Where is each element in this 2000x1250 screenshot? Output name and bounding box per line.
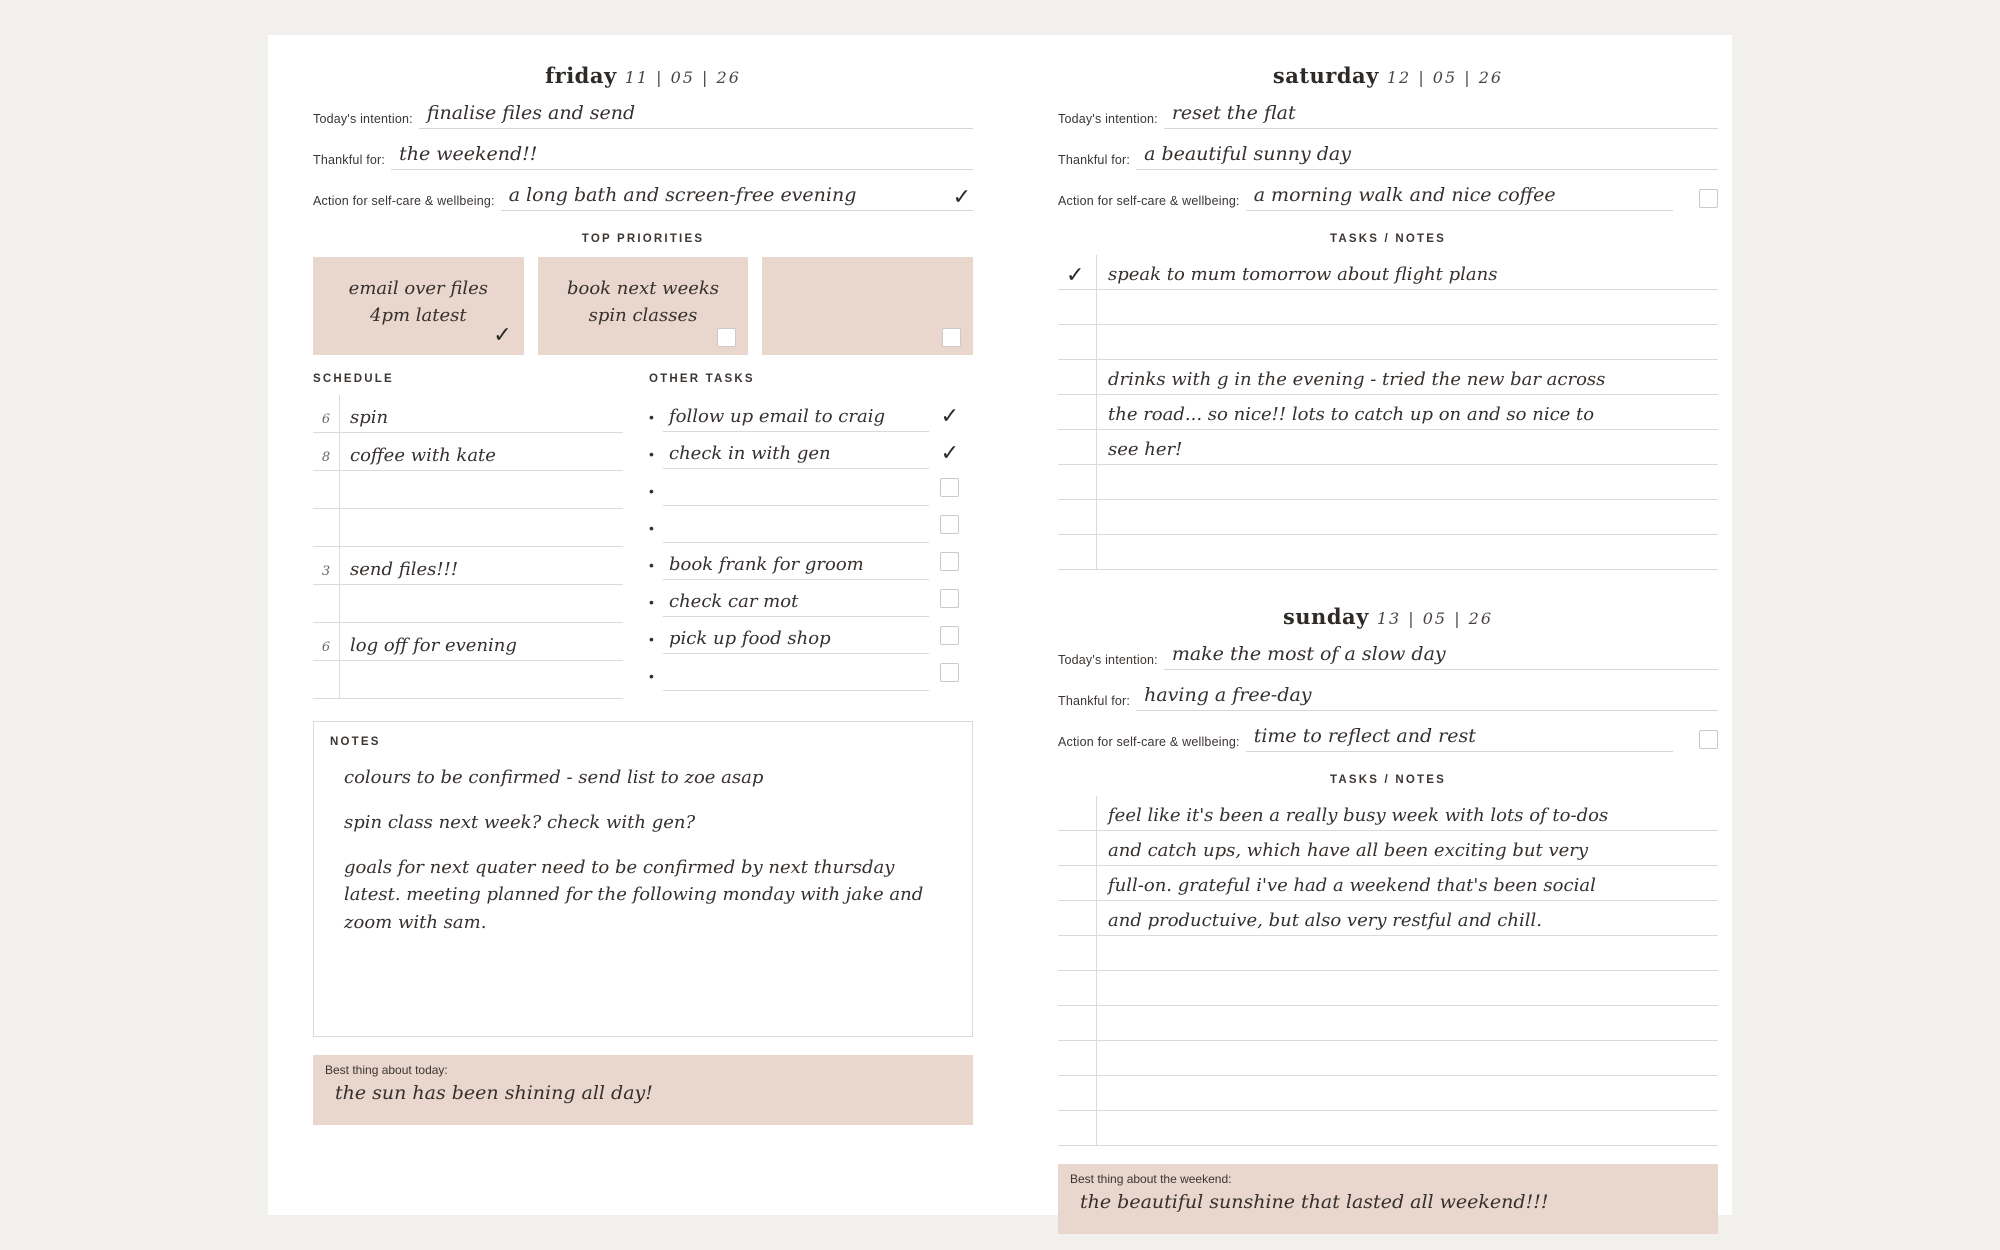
note-paragraph: goals for next quater need to be confirmed by next thursday latest. meeting planned for the following monday with jake and zoom with sam. [344, 856, 924, 934]
schedule-text: coffee with kate [350, 445, 496, 466]
sunday-intention-label: Today's intention: [1058, 653, 1158, 667]
bullet-icon: • [649, 520, 654, 536]
schedule-row[interactable] [313, 623, 623, 661]
friday-selfcare-row [313, 184, 973, 211]
task-row[interactable] [649, 543, 959, 580]
schedule-time [313, 693, 339, 698]
saturday-thankful-value: a beautiful sunny day [1144, 143, 1351, 165]
schedule-divider [339, 585, 340, 622]
priority-3-text [762, 257, 973, 275]
line-text: drinks with g in the evening - tried the new bar across [1108, 369, 1606, 390]
schedule-row[interactable] [313, 509, 623, 547]
priority-card-2[interactable] [538, 257, 749, 355]
task-checkbox[interactable] [940, 552, 959, 571]
task-line[interactable] [663, 468, 929, 506]
sunday-intention-input[interactable] [1164, 643, 1718, 670]
saturday-intention-input[interactable] [1164, 102, 1718, 129]
task-checkbox[interactable] [940, 515, 959, 534]
ruled-line[interactable] [1058, 936, 1718, 971]
sunday-day-name: sunday [1282, 604, 1369, 629]
ruled-line[interactable] [1058, 360, 1718, 395]
task-line[interactable] [663, 579, 929, 617]
line-text: feel like it's been a really busy week with lots of to-dos [1108, 805, 1609, 826]
task-line[interactable] [663, 394, 929, 432]
planner-page [268, 35, 1732, 1215]
task-checkbox-wrap [929, 626, 959, 654]
task-checkbox[interactable] [940, 626, 959, 645]
sunday-selfcare-checkbox[interactable] [1699, 730, 1718, 749]
friday-notes-title: NOTES [330, 736, 381, 748]
friday-intention-input[interactable] [419, 102, 973, 129]
task-row[interactable] [649, 506, 959, 543]
task-row[interactable] [649, 469, 959, 506]
saturday-selfcare-checkbox[interactable] [1699, 189, 1718, 208]
friday-notes-box[interactable] [313, 721, 973, 1037]
schedule-divider [339, 471, 340, 508]
schedule-divider [339, 509, 340, 546]
bullet-icon: • [649, 594, 654, 610]
bullet-icon: • [649, 446, 654, 462]
saturday-intention-label: Today's intention: [1058, 112, 1158, 126]
saturday-thankful-row [1058, 143, 1718, 170]
schedule-time [313, 617, 339, 622]
weekend-best-thing[interactable] [1058, 1164, 1718, 1234]
sunday-date: 13 | 05 | 26 [1376, 609, 1494, 628]
ruled-line[interactable] [1058, 866, 1718, 901]
ruled-line[interactable] [1058, 430, 1718, 465]
line-text: speak to mum tomorrow about flight plans [1108, 264, 1498, 285]
task-checkbox-wrap [929, 515, 959, 543]
schedule-time: 6 [321, 640, 331, 655]
ruled-line[interactable] [1058, 901, 1718, 936]
sunday-thankful-value: having a free-day [1144, 684, 1312, 706]
friday-date: 11 | 05 | 26 [624, 68, 741, 87]
saturday-selfcare-value: a morning walk and nice coffee [1253, 184, 1556, 206]
friday-best-label: Best thing about today: [325, 1063, 448, 1077]
friday-other-tasks [649, 373, 959, 699]
ruled-line[interactable] [1058, 395, 1718, 430]
task-row[interactable] [649, 432, 959, 469]
note-paragraph: colours to be confirmed - send list to zoe asap [344, 767, 764, 788]
line-text: and productuive, but also very restful and chill. [1108, 910, 1542, 931]
task-row[interactable] [649, 395, 959, 432]
task-checkbox-wrap [929, 478, 959, 506]
ruled-line[interactable] [1058, 465, 1718, 500]
saturday-thankful-label: Thankful for: [1058, 153, 1131, 167]
bullet-icon: • [649, 409, 654, 425]
friday-lists [313, 373, 973, 699]
ruled-line[interactable] [1058, 535, 1718, 570]
task-row[interactable] [649, 654, 959, 691]
saturday-selfcare-input[interactable] [1246, 184, 1673, 211]
schedule-text [340, 694, 623, 698]
sunday-selfcare-value: time to reflect and rest [1253, 725, 1476, 747]
ruled-line[interactable] [1058, 831, 1718, 866]
priority-card-1[interactable] [313, 257, 524, 355]
weekend-best-value: the beautiful sunshine that lasted all weekend!!! [1080, 1191, 1549, 1213]
bullet-icon: • [649, 631, 654, 647]
bullet-icon: • [649, 483, 654, 499]
ruled-line[interactable] [1058, 255, 1718, 290]
schedule-text [340, 618, 623, 622]
schedule-row[interactable] [313, 471, 623, 509]
schedule-row[interactable] [313, 547, 623, 585]
schedule-row[interactable] [313, 433, 623, 471]
ruled-line[interactable] [1058, 1041, 1718, 1076]
task-checkbox[interactable] [940, 478, 959, 497]
sunday-intention-row [1058, 643, 1718, 670]
task-text: book frank for groom [669, 554, 864, 575]
task-line[interactable] [663, 542, 929, 580]
friday-schedule-title: SCHEDULE [313, 373, 394, 385]
friday-heading [313, 63, 973, 88]
friday-intention-row [313, 102, 973, 129]
friday-selfcare-checkbox-tick[interactable]: ✓ [952, 185, 971, 210]
friday-best-thing[interactable] [313, 1055, 973, 1125]
saturday-intention-row [1058, 102, 1718, 129]
task-row[interactable] [649, 617, 959, 654]
bullet-icon: • [649, 557, 654, 573]
schedule-time: 3 [321, 564, 331, 579]
saturday-ruled-area [1058, 255, 1718, 570]
friday-thankful-label: Thankful for: [313, 153, 386, 167]
ruled-line[interactable] [1058, 1076, 1718, 1111]
task-text: check car mot [669, 591, 799, 612]
saturday-intention-value: reset the flat [1171, 102, 1296, 124]
sunday-thankful-label: Thankful for: [1058, 694, 1131, 708]
task-checkbox-tick[interactable]: ✓ [940, 441, 959, 466]
friday-schedule [313, 373, 623, 699]
ruled-line[interactable] [1058, 290, 1718, 325]
schedule-divider [339, 661, 340, 698]
schedule-time: 8 [321, 450, 331, 465]
ruled-line[interactable] [1058, 325, 1718, 360]
schedule-text: log off for evening [350, 635, 517, 656]
friday-other-title: OTHER TASKS [649, 373, 755, 385]
priority-card-3[interactable] [762, 257, 973, 355]
friday-thankful-value: the weekend!! [399, 143, 538, 165]
ruled-line[interactable] [1058, 1111, 1718, 1146]
sunday-selfcare-input[interactable] [1246, 725, 1673, 752]
task-text: check in with gen [669, 443, 831, 464]
task-checkbox-wrap [929, 589, 959, 617]
friday-day-name: friday [545, 63, 617, 88]
saturday-heading [1058, 63, 1718, 88]
task-row[interactable] [649, 580, 959, 617]
sunday-selfcare-row [1058, 725, 1718, 752]
schedule-row[interactable] [313, 585, 623, 623]
priority-3-checkbox[interactable] [942, 328, 961, 347]
priority-1-checkbox-tick[interactable]: ✓ [493, 323, 512, 348]
task-checkbox-tick[interactable]: ✓ [940, 404, 959, 429]
ruled-line[interactable] [1058, 971, 1718, 1006]
bullet-icon: • [649, 668, 654, 684]
task-checkbox[interactable] [940, 663, 959, 682]
schedule-time [313, 503, 339, 508]
friday-intention-label: Today's intention: [313, 112, 413, 126]
priority-2-checkbox[interactable] [717, 328, 736, 347]
line-text: see her! [1108, 439, 1183, 460]
weekend-column [1058, 35, 1718, 1234]
friday-selfcare-label: Action for self-care & wellbeing: [313, 194, 495, 208]
line-text: the road... so nice!! lots to catch up on and so nice to [1108, 404, 1595, 425]
sunday-heading [1058, 604, 1718, 629]
saturday-selfcare-row [1058, 184, 1718, 211]
sunday-intention-value: make the most of a slow day [1171, 643, 1446, 665]
friday-thankful-input[interactable] [391, 143, 973, 170]
schedule-time: 6 [321, 412, 331, 427]
task-text: follow up email to craig [669, 406, 885, 427]
task-checkbox-wrap [929, 663, 959, 691]
sunday-selfcare-label: Action for self-care & wellbeing: [1058, 735, 1240, 749]
priority-2-line1: book next weeks spin classes [566, 278, 720, 326]
ruled-line[interactable] [1058, 500, 1718, 535]
task-checkbox-wrap [929, 552, 959, 580]
ruled-line[interactable] [1058, 796, 1718, 831]
friday-priorities-title: TOP PRIORITIES [581, 233, 705, 245]
friday-thankful-row [313, 143, 973, 170]
sunday-thankful-row [1058, 684, 1718, 711]
friday-other-rows [649, 395, 959, 691]
line-text: full-on. grateful i've had a weekend that's been social [1108, 875, 1596, 896]
task-line[interactable] [663, 653, 929, 691]
priority-1-line1: email over files 4pm latest [348, 278, 488, 326]
friday-column [313, 35, 973, 1125]
task-checkbox[interactable] [940, 589, 959, 608]
friday-notes-body [330, 764, 956, 937]
schedule-text: send files!!! [350, 559, 459, 580]
saturday-thankful-input[interactable] [1136, 143, 1718, 170]
task-line[interactable] [663, 505, 929, 543]
ruled-line[interactable] [1058, 1006, 1718, 1041]
sunday-thankful-input[interactable] [1136, 684, 1718, 711]
line-text: and catch ups, which have all been exciting but very [1108, 840, 1589, 861]
friday-intention-value: finalise files and send [426, 102, 636, 124]
friday-schedule-rows [313, 395, 623, 699]
schedule-text [340, 504, 623, 508]
sunday-ruled-area [1058, 796, 1718, 1146]
friday-selfcare-value: a long bath and screen-free evening [508, 184, 857, 206]
schedule-row[interactable] [313, 661, 623, 699]
saturday-selfcare-label: Action for self-care & wellbeing: [1058, 194, 1240, 208]
friday-best-value: the sun has been shining all day! [335, 1082, 653, 1104]
note-paragraph: spin class next week? check with gen? [344, 811, 696, 833]
task-line[interactable] [663, 616, 929, 654]
task-text: pick up food shop [669, 628, 831, 649]
saturday-date: 12 | 05 | 26 [1386, 68, 1504, 87]
task-line[interactable] [663, 431, 929, 469]
friday-priorities [313, 257, 973, 355]
schedule-row[interactable] [313, 395, 623, 433]
line-checkbox-tick[interactable]: ✓ [1066, 263, 1085, 288]
schedule-text [340, 542, 623, 546]
schedule-time [313, 541, 339, 546]
schedule-text: spin [350, 407, 389, 428]
friday-selfcare-input[interactable] [501, 184, 973, 211]
saturday-tasks-title: TASKS / NOTES [1330, 233, 1446, 245]
sunday-tasks-title: TASKS / NOTES [1330, 774, 1446, 786]
weekend-best-label: Best thing about the weekend: [1070, 1172, 1232, 1186]
saturday-day-name: saturday [1272, 63, 1379, 88]
